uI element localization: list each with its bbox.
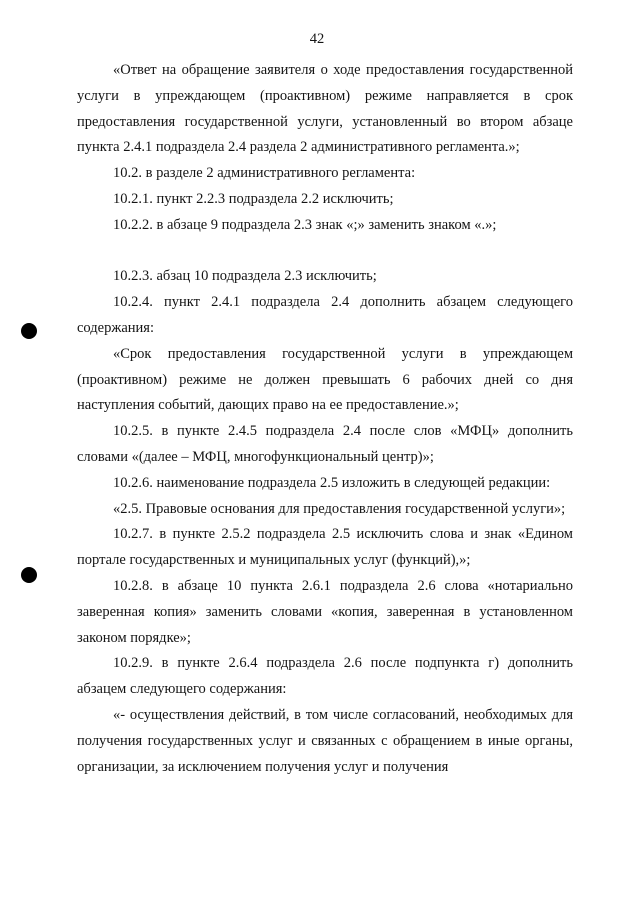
paragraph: 10.2.6. наименование подраздела 2.5 изложить в следующей редакции: (113, 474, 551, 491)
paragraph: 10.2.3. абзац 10 подраздела 2.3 исключить; (113, 268, 377, 285)
paragraph: 10.2. в разделе 2 административного регламента: (113, 165, 416, 182)
paragraph: «Срок предоставления государственной услуги в упреждающем (проактивном) режиме не должен превышать 6 рабочих дней со дня наступления событий, дающих право на ее предоставление.»; (77, 345, 573, 414)
paragraph: «Ответ на обращение заявителя о ходе предоставления государственной услуги в упреждающем (проактивном) режиме направляется в срок предоставления государственной услуги, установленный во втором абзаце пункта 2.4.1 подраздела 2.4 раздела 2 административного регламента.»; (77, 62, 573, 156)
paragraph: 10.2.8. в абзаце 10 пункта 2.6.1 подраздела 2.6 слова «нотариально заверенная копия» заменить словами «копия, заверенная в установленном законом порядке»; (77, 577, 573, 646)
punch-hole-mark (21, 323, 37, 339)
paragraph: 10.2.9. в пункте 2.6.4 подраздела 2.6 после подпункта г) дополнить абзацем следующего содержания: (77, 655, 573, 698)
page-number: 42 (309, 31, 325, 47)
punch-hole-mark (21, 567, 37, 583)
paragraph: 10.2.4. пункт 2.4.1 подраздела 2.4 дополнить абзацем следующего содержания: (77, 294, 573, 336)
paragraph: 10.2.7. в пункте 2.5.2 подраздела 2.5 исключить слова и знак «Едином портале государственных и муниципальных услуг (функций),»; (77, 526, 573, 569)
paragraph: 10.2.1. пункт 2.2.3 подраздела 2.2 исключить; (113, 190, 394, 207)
paragraph: 10.2.2. в абзаце 9 подраздела 2.3 знак «;» заменить знаком «.»; (113, 216, 497, 233)
paragraph: 10.2.5. в пункте 2.4.5 подраздела 2.4 после слов «МФЦ» дополнить словами «(далее – МФЦ, многофункциональный центр)»; (77, 423, 573, 465)
blank-line (77, 239, 573, 265)
paragraph: «- осуществления действий, в том числе согласований, необходимых для получения государственных услуг и связанных с обращением в иные органы, организации, за исключением получения услуг и получения (77, 706, 573, 775)
paragraph: «2.5. Правовые основания для предоставления государственной услуги»; (113, 500, 566, 517)
document-body (77, 58, 573, 780)
